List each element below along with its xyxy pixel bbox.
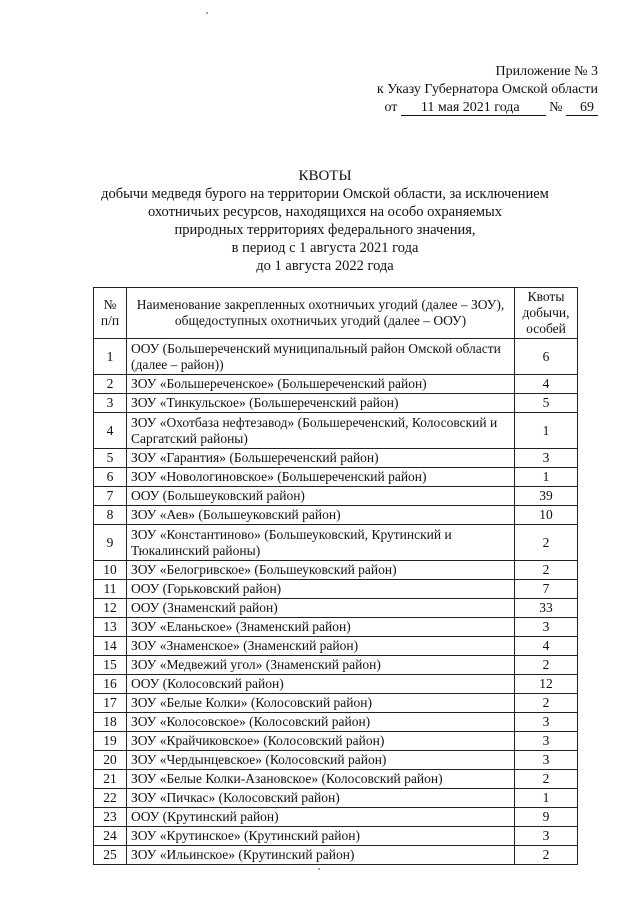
row-number: 7: [94, 487, 127, 506]
document-title: [100, 167, 550, 275]
row-name: ЗОУ «Медвежий угол» (Знаменский район): [127, 656, 515, 675]
row-number: 8: [94, 506, 127, 525]
table-row: [94, 561, 578, 580]
row-number: 5: [94, 449, 127, 468]
row-number: 12: [94, 599, 127, 618]
row-quota: 9: [515, 808, 578, 827]
row-quota: 5: [515, 394, 578, 413]
header-name: Наименование закрепленных охотничьих угодий (далее – ЗОУ), общедоступных охотничьих угодий (далее – ООУ): [127, 288, 515, 339]
from-label: от: [384, 100, 398, 115]
row-quota: 3: [515, 713, 578, 732]
row-number: 10: [94, 561, 127, 580]
table-row: [94, 506, 578, 525]
table-row: [94, 525, 578, 561]
table-row: [94, 637, 578, 656]
row-number: 6: [94, 468, 127, 487]
table-row: [94, 413, 578, 449]
table-row: [94, 449, 578, 468]
row-name: ООУ (Крутинский район): [127, 808, 515, 827]
row-name: ЗОУ «Тинкульское» (Большереченский район): [127, 394, 515, 413]
row-number: 17: [94, 694, 127, 713]
row-quota: 12: [515, 675, 578, 694]
title-line: в период с 1 августа 2021 года: [231, 240, 419, 256]
row-name: ЗОУ «Еланьское» (Знаменский район): [127, 618, 515, 637]
row-name: ООУ (Знаменский район): [127, 599, 515, 618]
table-row: [94, 694, 578, 713]
row-quota: 2: [515, 525, 578, 561]
table-body: [94, 339, 578, 865]
row-name: ЗОУ «Белогривское» (Большеуковский район): [127, 561, 515, 580]
title-line: добычи медведя бурого на территории Омской области, за исключением: [101, 186, 549, 202]
appendix-header: [377, 63, 598, 117]
quota-table: [93, 287, 578, 865]
table-row: [94, 675, 578, 694]
row-name: ООУ (Колосовский район): [127, 675, 515, 694]
row-quota: 2: [515, 656, 578, 675]
scan-speck: [206, 12, 208, 14]
row-quota: 2: [515, 846, 578, 865]
row-number: 25: [94, 846, 127, 865]
table-row: [94, 468, 578, 487]
decree-number: 69: [566, 100, 598, 116]
row-quota: 1: [515, 789, 578, 808]
table-row: [94, 751, 578, 770]
row-quota: 2: [515, 770, 578, 789]
table-row: [94, 394, 578, 413]
row-name: ЗОУ «Новологиновское» (Большереченский район): [127, 468, 515, 487]
row-number: 24: [94, 827, 127, 846]
row-number: 23: [94, 808, 127, 827]
row-quota: 6: [515, 339, 578, 375]
table-row: [94, 846, 578, 865]
row-name: ООУ (Горьковский район): [127, 580, 515, 599]
row-name: ЗОУ «Знаменское» (Знаменский район): [127, 637, 515, 656]
row-quota: 1: [515, 413, 578, 449]
table-row: [94, 713, 578, 732]
decree-date-line: [377, 99, 598, 117]
header-quota: Квоты добычи, особей: [515, 288, 578, 339]
row-quota: 2: [515, 561, 578, 580]
table-row: [94, 487, 578, 506]
table-row: [94, 580, 578, 599]
appendix-line: Приложение № 3: [495, 64, 598, 79]
row-name: ЗОУ «Аев» (Большеуковский район): [127, 506, 515, 525]
row-name: ЗОУ «Белые Колки-Азановское» (Колосовский район): [127, 770, 515, 789]
decree-date: 11 мая 2021 года: [401, 100, 546, 116]
table-row: [94, 827, 578, 846]
table-row: [94, 656, 578, 675]
row-quota: 3: [515, 618, 578, 637]
row-number: 14: [94, 637, 127, 656]
decree-line: к Указу Губернатора Омской области: [376, 82, 598, 97]
row-number: 18: [94, 713, 127, 732]
row-name: ЗОУ «Крутинское» (Крутинский район): [127, 827, 515, 846]
row-number: 19: [94, 732, 127, 751]
table-row: [94, 732, 578, 751]
row-quota: 3: [515, 449, 578, 468]
row-name: ЗОУ «Колосовское» (Колосовский район): [127, 713, 515, 732]
row-quota: 3: [515, 827, 578, 846]
header-num: № п/п: [94, 288, 127, 339]
row-quota: 39: [515, 487, 578, 506]
row-name: ЗОУ «Большереченское» (Большереченский район): [127, 375, 515, 394]
table-row: [94, 339, 578, 375]
row-quota: 10: [515, 506, 578, 525]
row-number: 13: [94, 618, 127, 637]
row-name: ООУ (Большеуковский район): [127, 487, 515, 506]
row-name: ЗОУ «Чердынцевское» (Колосовский район): [127, 751, 515, 770]
row-number: 3: [94, 394, 127, 413]
row-name: ЗОУ «Пичкас» (Колосовский район): [127, 789, 515, 808]
row-quota: 7: [515, 580, 578, 599]
row-quota: 1: [515, 468, 578, 487]
row-name: ЗОУ «Гарантия» (Большереченский район): [127, 449, 515, 468]
scan-speck: [318, 868, 320, 870]
table-row: [94, 789, 578, 808]
table-row: [94, 618, 578, 637]
row-name: ЗОУ «Охотбаза нефтезавод» (Большереченский, Колосовский и Саргатский районы): [127, 413, 515, 449]
table-row: [94, 375, 578, 394]
row-number: 4: [94, 413, 127, 449]
row-number: 9: [94, 525, 127, 561]
row-number: 15: [94, 656, 127, 675]
title-line: охотничьих ресурсов, находящихся на особо охраняемых: [147, 204, 503, 220]
row-quota: 4: [515, 375, 578, 394]
title-line: природных территориях федерального значения,: [174, 222, 476, 238]
row-number: 1: [94, 339, 127, 375]
row-number: 11: [94, 580, 127, 599]
row-name: ЗОУ «Крайчиковское» (Колосовский район): [127, 732, 515, 751]
row-quota: 3: [515, 751, 578, 770]
table-row: [94, 808, 578, 827]
row-quota: 3: [515, 732, 578, 751]
table-row: [94, 770, 578, 789]
number-label: №: [549, 100, 563, 115]
table-row: [94, 599, 578, 618]
row-number: 21: [94, 770, 127, 789]
table-header-row: [94, 288, 578, 339]
row-name: ЗОУ «Константиново» (Большеуковский, Крутинский и Тюкалинский районы): [127, 525, 515, 561]
row-quota: 33: [515, 599, 578, 618]
row-quota: 2: [515, 694, 578, 713]
row-name: ЗОУ «Белые Колки» (Колосовский район): [127, 694, 515, 713]
row-number: 20: [94, 751, 127, 770]
row-quota: 4: [515, 637, 578, 656]
row-number: 22: [94, 789, 127, 808]
title-line: до 1 августа 2022 года: [256, 258, 394, 274]
row-name: ЗОУ «Ильинское» (Крутинский район): [127, 846, 515, 865]
title-main: КВОТЫ: [298, 168, 352, 184]
row-number: 2: [94, 375, 127, 394]
row-number: 16: [94, 675, 127, 694]
row-name: ООУ (Большереченский муниципальный район Омской области (далее – район)): [127, 339, 515, 375]
